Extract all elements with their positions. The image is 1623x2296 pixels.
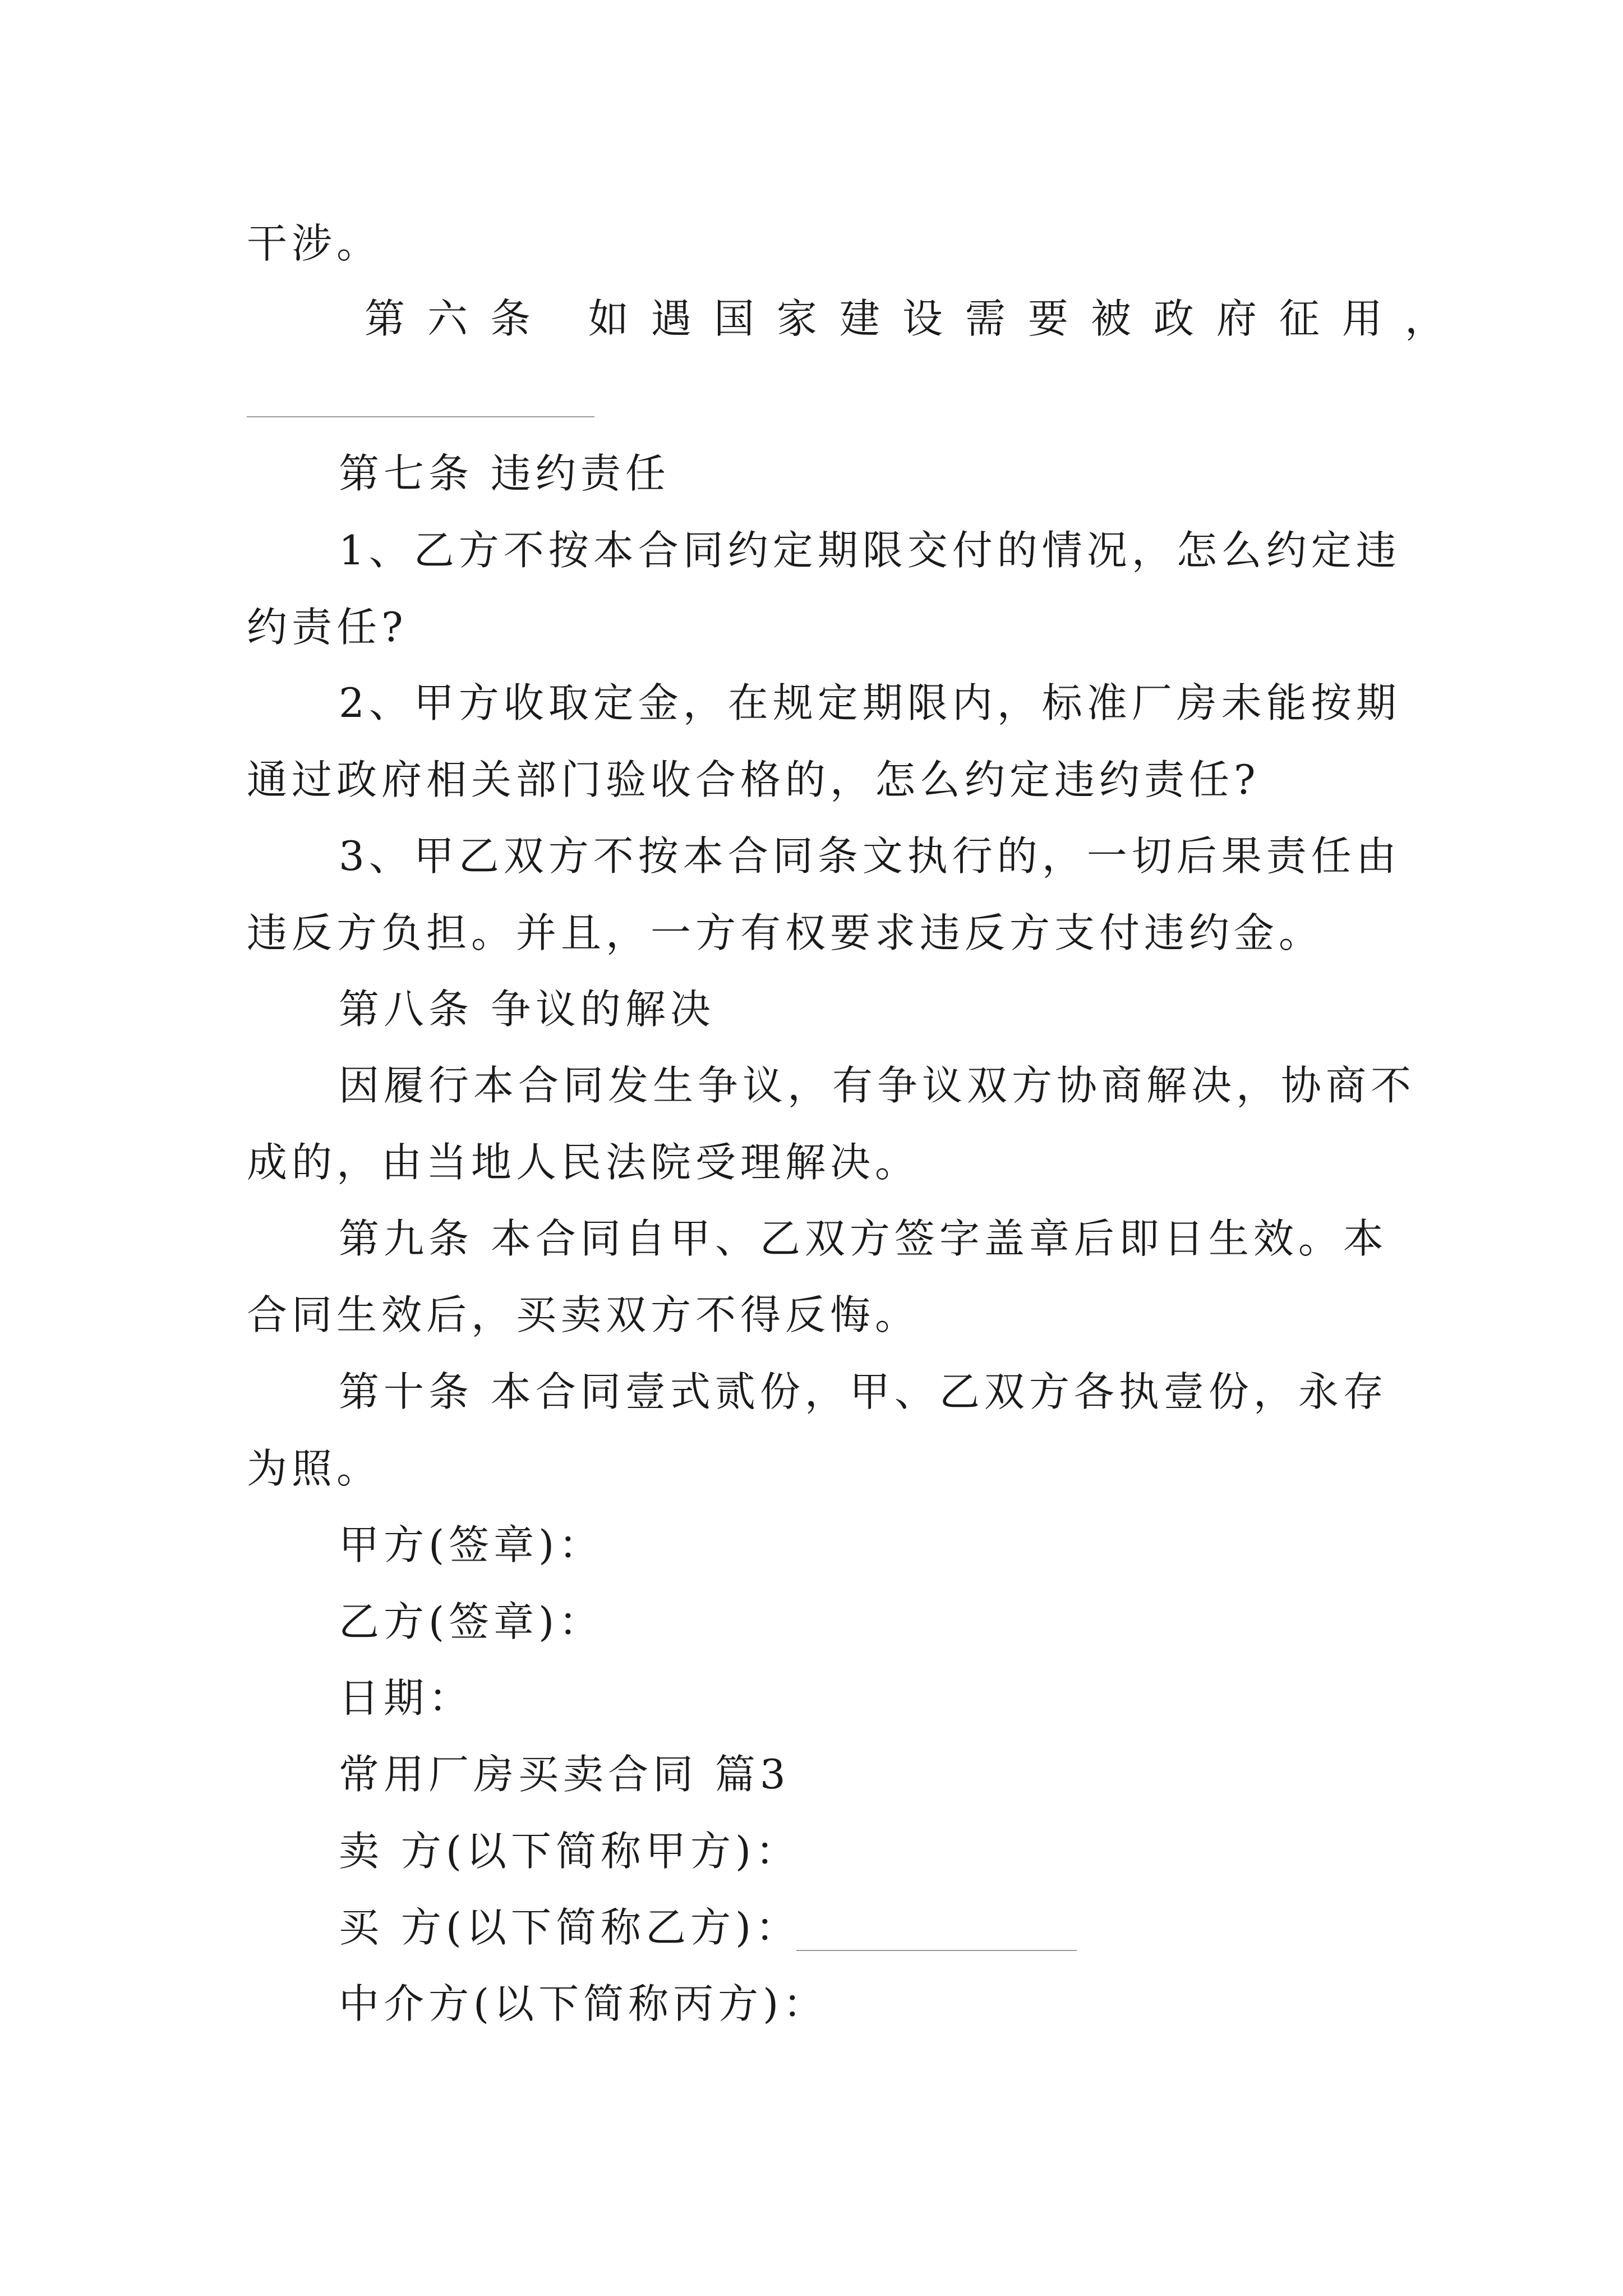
clause-7-heading: 第七条 违约责任 <box>339 450 670 497</box>
buyer-label: 买 方(以下简称乙方)： <box>339 1904 801 1951</box>
clause-8-body-line-2: 成的，由当地人民法院受理解决。 <box>247 1139 920 1186</box>
party-a-signature-label: 甲方(签章)： <box>339 1521 604 1568</box>
clause-8-body-line-1: 因履行本合同发生争议，有争议双方协商解决，协商不 <box>339 1062 1416 1109</box>
seller-label: 卖 方(以下简称甲方)： <box>339 1828 801 1875</box>
clause-9-line-1: 第九条 本合同自甲、乙双方签字盖章后即日生效。本 <box>339 1215 1388 1262</box>
blank-fill-line <box>247 416 594 417</box>
clause-7-item-3-line-2: 违反方负担。并且，一方有权要求违反方支付违约金。 <box>247 909 1324 956</box>
clause-7-item-2-line-2: 通过政府相关部门验收合格的，怎么约定违约责任? <box>247 756 1260 803</box>
buyer-blank-line <box>796 1950 1077 1951</box>
clause-7-item-3-line-1: 3、甲乙双方不按本合同条文执行的，一切后果责任由 <box>339 832 1401 880</box>
clause-7-item-1-line-1: 1、乙方不按本合同约定期限交付的情况，怎么约定违 <box>339 527 1401 574</box>
clause-8-heading: 第八条 争议的解决 <box>339 986 715 1033</box>
intermediary-label: 中介方(以下简称丙方)： <box>339 1980 828 2027</box>
clause-7-item-1-line-2: 约责任? <box>247 604 408 651</box>
clause-10-line-2: 为照。 <box>247 1445 382 1492</box>
party-b-signature-label: 乙方(签章)： <box>339 1598 604 1645</box>
clause-7-item-2-line-1: 2、甲方收取定金，在规定期限内，标准厂房未能按期 <box>339 679 1401 726</box>
date-label: 日期： <box>339 1674 474 1722</box>
text-line-continuation: 干涉。 <box>247 220 382 267</box>
section-title: 常用厂房买卖合同 篇3 <box>339 1751 790 1798</box>
clause-6-line: 第六条 如遇国家建设需要被政府征用， <box>365 295 1468 342</box>
clause-9-line-2: 合同生效后，买卖双方不得反悔。 <box>247 1291 920 1338</box>
clause-10-line-1: 第十条 本合同壹式贰份，甲、乙双方各执壹份，永存 <box>339 1368 1388 1415</box>
